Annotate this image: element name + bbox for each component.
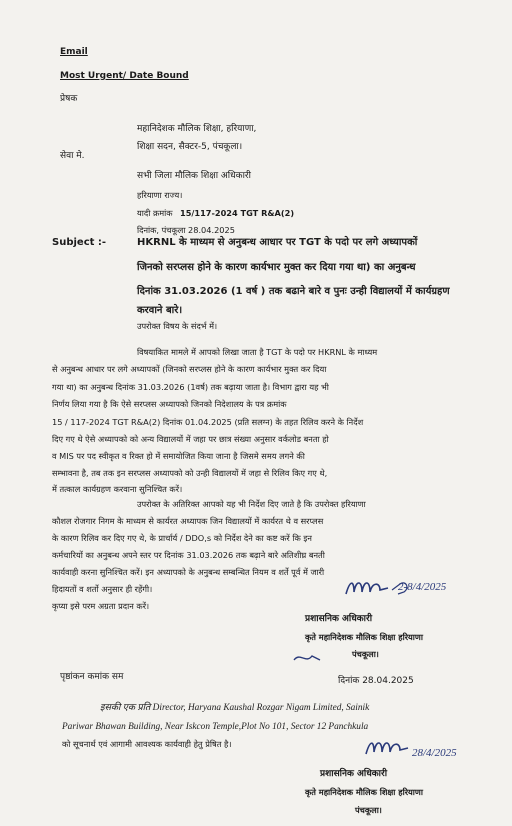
para1-line: से अनुबन्ध आधार पर लगे अध्यापकों (जिनको सरप्लस होने के कारण कार्यभार मुक्त कर दिया — [52, 364, 327, 374]
signatory-place-2: पंचकूला। — [355, 805, 382, 815]
subject-line-1: HKRNL के माध्यम से अनुबन्ध आधार पर TGT के पदो पर लगे अध्यापकों — [137, 237, 418, 248]
svg-text:2-8/4/2025: 2-8/4/2025 — [398, 581, 447, 593]
para1-line: विषयाकित मामले में आपको लिखा जाता है TGT के पदो पर HKRNL के माध्यम — [137, 347, 378, 357]
handwritten-signature-1 — [340, 572, 490, 612]
to-label: सेवा मे. — [60, 151, 85, 161]
handwritten-signature-2 — [360, 732, 500, 772]
signatory-place-1: पंचकूला। — [352, 649, 379, 659]
from-label: प्रेषक — [60, 94, 78, 104]
memo-label: यादी क्रमांक — [137, 208, 173, 218]
sender-line-1: महानिदेशक मौलिक शिक्षा, हरियाणा, — [137, 124, 257, 134]
reference-line: उपरोक्त विषय के संदर्भ में। — [137, 321, 218, 331]
svg-text:28/4/2025: 28/4/2025 — [412, 747, 457, 759]
para2-line: के कारण रिलिव कर दिए गए थे, के प्रार्चार्य / DDO,s को निर्देश देने का कष्ट करें कि इन — [52, 533, 312, 543]
signatory-title-2: प्रशासनिक अधिकारी — [320, 769, 388, 779]
para2-line: कर्मचारियों का अनुबन्ध अपने स्तर पर दिनांक 31.03.2026 तक बढ़ाने बारे अतिशीघ्र बनती — [52, 550, 325, 560]
endorsement-date: दिनांक 28.04.2025 — [338, 676, 414, 686]
memo-date: दिनांक, पंचकूला 28.04.2025 — [137, 225, 235, 235]
signatory-org-2: कृते महानिदेशक मौलिक शिक्षा हरियाणा — [305, 787, 423, 797]
endorsement-line: को सूचनार्थ एवं आगामी आवश्यक कार्यवाही हेतु प्रेषित है। — [62, 739, 232, 749]
para2-line: कौशल रोजगार निगम के माध्यम से कार्यरत अध्यापक जिन विद्यालयों में कार्यरत थे व सरप्लस — [52, 516, 324, 526]
urgency-label: Most Urgent/ Date Bound — [60, 71, 189, 81]
endorsement-line: इसकी एक प्रति Director, Haryana Kaushal Rozgar Nigam Limited, Sainik — [100, 703, 370, 713]
para2-line: उपरोक्त के अतिरिक्त आपको यह भी निर्देश दिए जाते है कि उपरोक्त हरियाणा — [137, 499, 366, 509]
endorsement-label: पृष्ठांकन कमांक सम — [60, 672, 124, 682]
recipient-line-1: सभी जिला मौलिक शिक्षा अधिकारी — [137, 171, 251, 181]
para2-line: कार्यवाही करना सुनिश्चित करें। इन अध्यापको के अनुबन्ध सम्बन्धित नियम व शर्ते पूर्व में जारी — [52, 567, 325, 577]
para2-line: कृप्या इसे परम अग्रता प्रदान करें। — [52, 601, 150, 611]
para1-line: सम्भावना है, तब तक इन सरप्लस अध्यापको को उन्ही विद्यालयों में जहा से रिलिव किए गए थे, — [52, 468, 328, 478]
para1-line: व MIS पर पद स्वीकृत व रिक्त हो में समायोजित किया जाना है जिसमे समय लगने की — [52, 451, 305, 461]
email-label: Email — [60, 47, 88, 57]
para1-line: गया था) का अनुबन्ध दिनांक 31.03.2026 (1वर्ष) तक बढ़ाया जाता है। विभाग द्वारा यह भी — [52, 382, 329, 392]
signatory-title-1: प्रशासनिक अधिकारी — [305, 614, 373, 624]
para1-line: में तत्काल कार्यग्रहण करवाना सुनिश्चित करें। — [52, 484, 183, 494]
para1-line: निर्णय लिया गया है कि ऐसे सरप्लस अध्यापको जिनको निदेशालय के पत्र क्रमांक — [52, 399, 287, 409]
recipient-line-2: हरियाणा राज्य। — [137, 190, 183, 200]
subject-line-4: करवाने बारे। — [137, 305, 183, 316]
subject-line-3: दिनांक 31.03.2026 (1 वर्ष ) तक बढाने बारे व पुनः उन्ही विद्यालयों में कार्यग्रहण — [137, 286, 450, 297]
para1-line: 15 / 117-2024 TGT R&A(2) दिनांक 01.04.2025 (प्रति सलग्न) के तहत रिलिव करने के निर्देश — [52, 417, 364, 427]
initials-mark — [290, 648, 330, 668]
subject-label: Subject :- — [52, 237, 107, 248]
para2-line: हिदायतों व शर्तो अनुसार ही रहेंगी। — [52, 584, 153, 594]
signatory-org-1: कृते महानिदेशक मौलिक शिक्षा हरियाणा — [305, 632, 423, 642]
memo-number: 15/117-2024 TGT R&A(2) — [180, 208, 295, 218]
endorsement-line: Pariwar Bhawan Building, Near Iskcon Temple,Plot No 101, Sector 12 Panchkula — [62, 722, 369, 732]
para1-line: दिए गए थे ऐसे अध्यापको को अन्य विद्यालयों में जहा पर छात्र संख्या अनुसार वर्कलोड बनता हो — [52, 434, 329, 444]
subject-line-2: जिनको सरप्लस होने के कारण कार्यभार मुक्त कर दिया गया था) का अनुबन्ध — [137, 262, 416, 273]
sender-line-2: शिक्षा सदन, सैक्टर-5, पंचकूला। — [137, 142, 243, 152]
